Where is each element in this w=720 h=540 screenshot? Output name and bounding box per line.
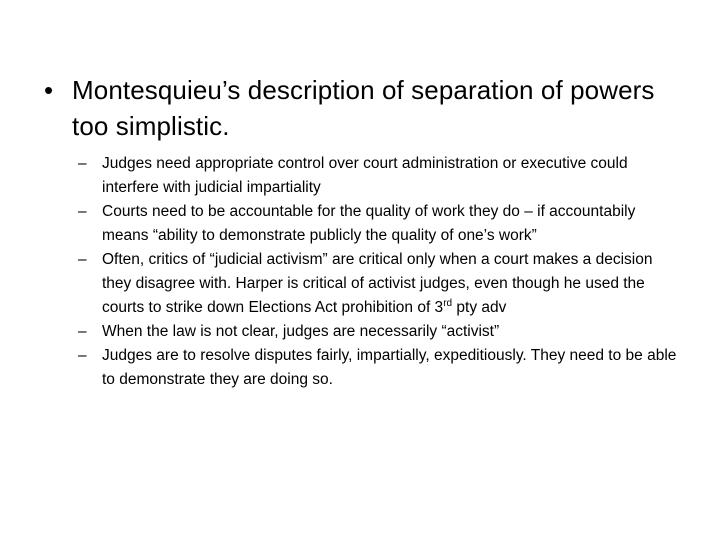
sub-bullet-text: Judges are to resolve disputes fairly, impartially, expeditiously. They need to be able to demonstrate they are doing so. <box>102 347 677 388</box>
dash-bullet-icon: – <box>78 251 87 268</box>
sub-bullet-item <box>78 200 678 248</box>
ordinal-superscript: rd <box>443 297 453 309</box>
dash-bullet-icon: – <box>78 155 87 172</box>
dash-bullet-icon: – <box>78 347 87 364</box>
sub-bullet-list <box>78 152 678 392</box>
dash-bullet-icon: – <box>78 323 87 340</box>
sub-bullet-text-part: Often, critics of “judicial activism” are critical only when a court makes a decision they disagree with. Harper is critical of activist judges, even though he used the courts to strike down Elections Act prohibition of 3 <box>102 251 653 316</box>
sub-bullet-item <box>78 152 678 200</box>
dash-bullet-icon: – <box>78 203 87 220</box>
bullet-dot-icon: • <box>44 75 54 105</box>
sub-bullet-item <box>78 344 678 392</box>
sub-bullet-text: Courts need to be accountable for the quality of work they do – if accountabily means “ability to demonstrate publicly the quality of one’s work” <box>102 203 636 244</box>
sub-bullet-item <box>78 248 678 320</box>
sub-bullet-item <box>78 320 678 344</box>
main-bullet-text: Montesquieu’s description of separation of powers too simplistic. <box>72 75 655 141</box>
sub-bullet-text: When the law is not clear, judges are necessarily “activist” <box>102 323 500 340</box>
sub-bullet-text: Judges need appropriate control over court administration or executive could interfere with judicial impartiality <box>102 155 628 196</box>
sub-bullet-text <box>102 248 678 320</box>
main-bullet <box>44 72 674 144</box>
sub-bullet-text-part: pty adv <box>452 299 507 316</box>
